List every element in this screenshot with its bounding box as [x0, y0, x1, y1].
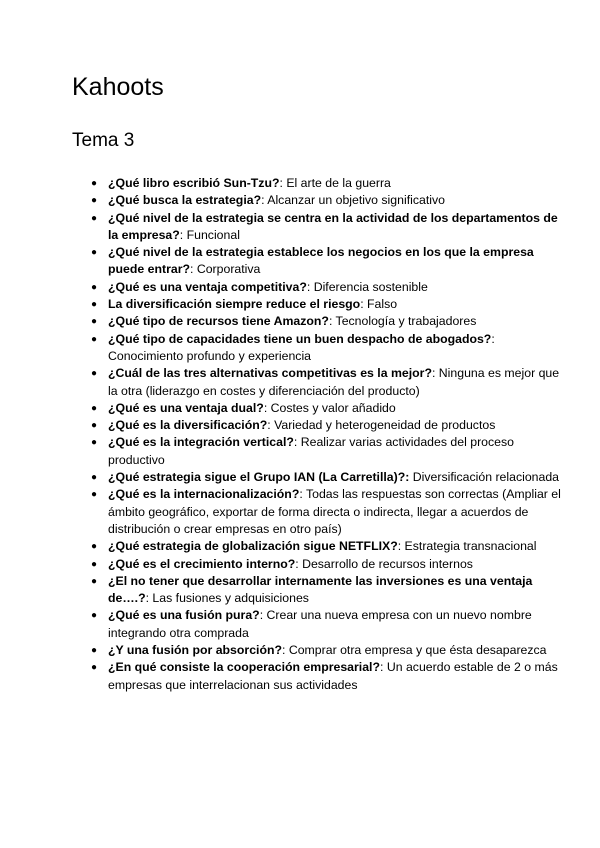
list-item [91, 244, 568, 279]
answer-text: : Todas las respuestas son correctas (Ampliar el ámbito geográfico, exportar de forma directa o indirecta, llegar a acuerdos de distribución o crear empresas en otro país) [108, 487, 561, 536]
answer-text: : Costes y valor añadido [263, 400, 396, 415]
bullet-icon: ● [91, 178, 98, 189]
question-text: ¿Qué es una fusión pura? [108, 608, 260, 623]
bullet-icon: ● [91, 316, 98, 328]
question-text: ¿Qué tipo de recursos tiene Amazon? [108, 314, 329, 329]
answer-text: : Variedad y heterogeneidad de productos [267, 418, 496, 433]
answer-text: : Corporativa [190, 262, 261, 277]
document-title: Kahoots [72, 73, 164, 101]
answer-text: : Comprar otra empresa y que ésta desaparezca [282, 643, 547, 658]
list-item [91, 556, 568, 573]
answer-text: : Alcanzar un objetivo significativo [261, 193, 445, 208]
answer-text: : Estrategia transnacional [397, 539, 537, 554]
list-item [91, 192, 568, 209]
answer-text: : Conocimiento profundo y experiencia [108, 331, 495, 363]
answer-text: : Realizar varias actividades del proceso productivo [108, 435, 514, 467]
bullet-icon: ● [91, 420, 98, 432]
bullet-icon: ● [91, 558, 98, 570]
question-text: La diversificación siempre reduce el riesgo [108, 297, 361, 312]
question-text: ¿Qué es una ventaja dual? [108, 400, 264, 415]
bullet-icon: ● [91, 402, 98, 414]
bullet-icon: ● [91, 489, 98, 501]
answer-text: : Ninguna es mejor que la otra (liderazgo en costes y diferenciación del producto) [108, 366, 560, 398]
question-text: ¿Qué tipo de capacidades tiene un buen despacho de abogados? [108, 331, 492, 346]
list-item [91, 573, 568, 608]
list-item [91, 175, 568, 192]
bullet-icon: ● [91, 472, 98, 484]
question-text: ¿Qué estrategia de globalización sigue NETFLIX? [108, 539, 398, 554]
list-item [91, 417, 568, 434]
question-text: ¿Cuál de las tres alternativas competitivas es la mejor? [108, 366, 432, 381]
bullet-icon: ● [91, 247, 98, 259]
bullet-icon: ● [91, 645, 98, 657]
bullet-icon: ● [91, 610, 98, 622]
answer-text: : Funcional [179, 227, 240, 242]
list-item [91, 469, 568, 486]
question-text: ¿Qué estrategia sigue el Grupo IAN (La Carretilla)?: [108, 470, 410, 485]
list-item [91, 365, 568, 400]
list-item [91, 279, 568, 296]
list-item [91, 486, 568, 538]
question-text: ¿Qué libro escribió Sun-Tzu? [108, 176, 280, 190]
bullet-icon: ● [91, 541, 98, 553]
bullet-icon: ● [91, 333, 98, 345]
list-item [91, 331, 568, 366]
list-item [91, 313, 568, 330]
answer-text: : Tecnología y trabajadores [328, 314, 477, 329]
question-text: ¿Qué es el crecimiento interno? [108, 556, 296, 571]
question-answer-list [72, 175, 568, 694]
list-item [91, 400, 568, 417]
question-text: ¿El no tener que desarrollar internamente las inversiones es una ventaja de….? [108, 573, 533, 606]
answer-text: : Las fusiones y adquisiciones [145, 591, 309, 606]
bullet-icon: ● [91, 299, 98, 311]
list-item [91, 607, 568, 642]
section-title: Tema 3 [72, 130, 135, 151]
bullet-icon: ● [91, 575, 98, 587]
question-text: ¿Qué nivel de la estrategia se centra en la actividad de los departamentos de la empresa? [108, 210, 558, 242]
question-text: ¿Qué es la internacionalización? [108, 487, 300, 502]
question-text: ¿Y una fusión por absorción? [108, 643, 282, 658]
question-text: ¿Qué busca la estrategia? [108, 193, 262, 208]
answer-text: : Diferencia sostenible [306, 279, 428, 294]
bullet-icon: ● [91, 195, 98, 207]
question-text: ¿Qué nivel de la estrategia establece los negocios en los que la empresa puede entrar? [108, 245, 534, 277]
bullet-icon: ● [91, 368, 98, 380]
answer-text: : Desarrollo de recursos internos [295, 556, 473, 571]
answer-text: : El arte de la guerra [279, 176, 391, 190]
answer-text: Diversificación relacionada [409, 470, 560, 485]
list-item [91, 659, 568, 694]
question-text: ¿Qué es la diversificación? [108, 418, 268, 433]
answer-text: : Crear una nueva empresa con un nuevo nombre integrando otra comprada [108, 608, 532, 640]
bullet-icon: ● [91, 437, 98, 449]
list-item [91, 296, 568, 313]
answer-text: : Un acuerdo estable de 2 o más empresas que interrelacionan sus actividades [108, 660, 558, 692]
bullet-icon: ● [91, 281, 98, 293]
question-text: ¿Qué es la integración vertical? [108, 435, 294, 450]
question-text: ¿En qué consiste la cooperación empresarial? [108, 660, 380, 675]
question-text: ¿Qué es una ventaja competitiva? [108, 279, 307, 294]
list-item [91, 210, 568, 245]
answer-text: : Falso [360, 297, 398, 312]
bullet-icon: ● [91, 212, 98, 224]
bullet-icon: ● [91, 662, 98, 674]
list-item [91, 434, 568, 469]
list-item [91, 642, 568, 659]
list-item [91, 538, 568, 555]
